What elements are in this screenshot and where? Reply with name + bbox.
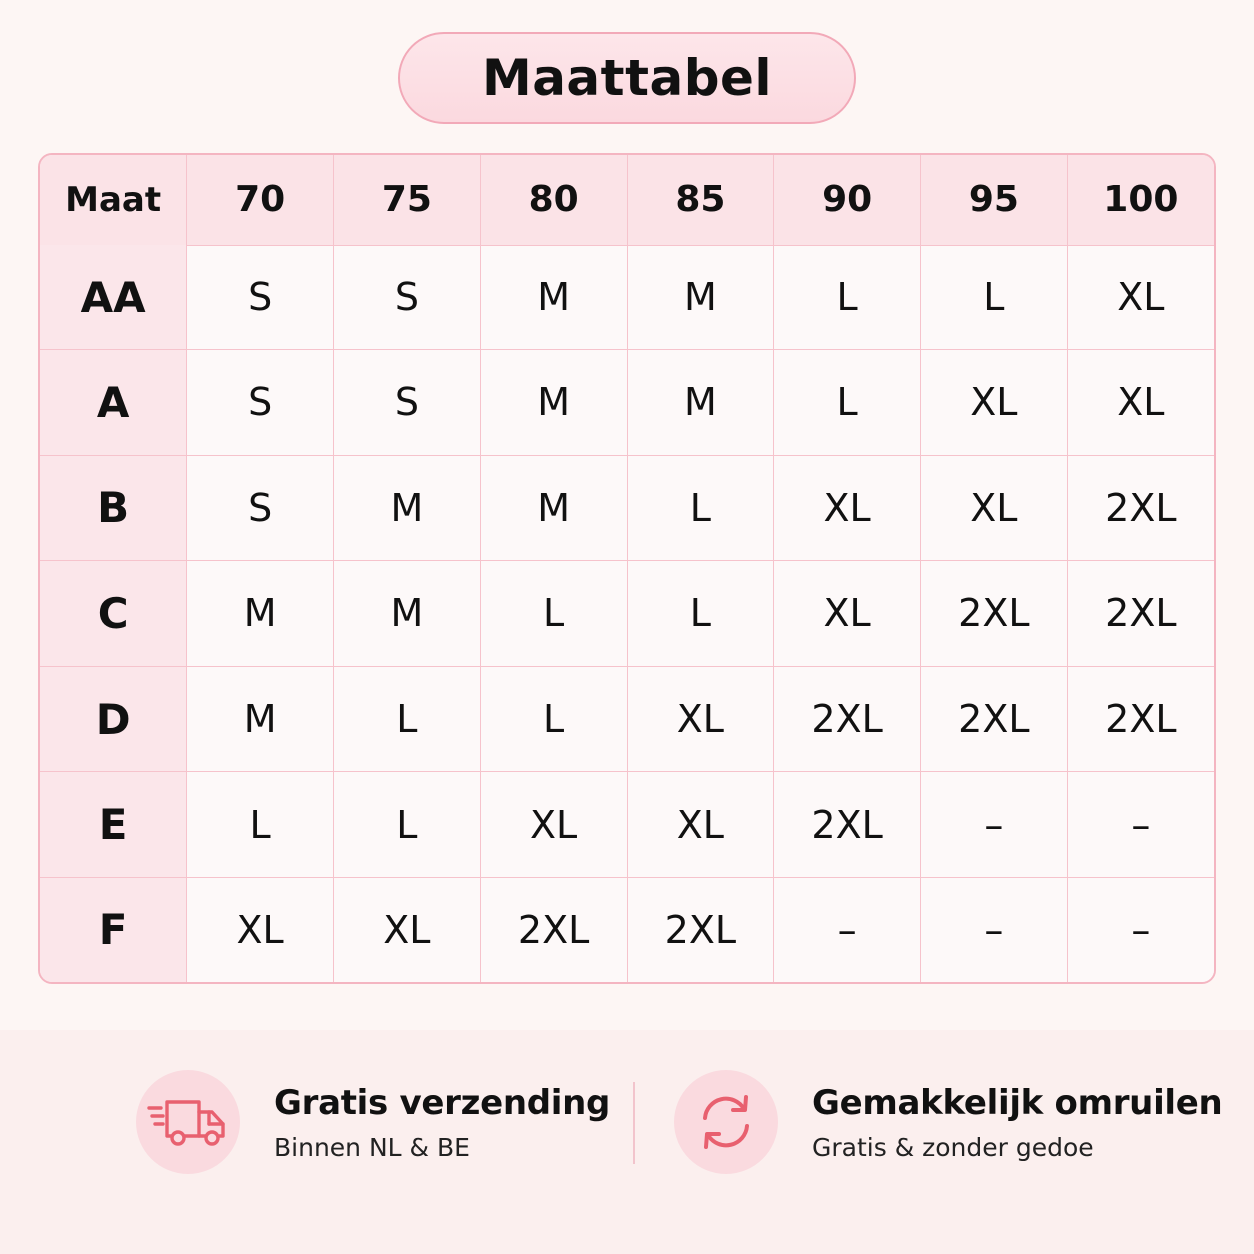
- size-cell: XL: [1067, 245, 1214, 350]
- table-row: [40, 772, 1214, 878]
- size-cell: –: [774, 877, 921, 982]
- size-cell: XL: [480, 772, 627, 878]
- table-row: [40, 877, 1214, 982]
- table-row: [40, 350, 1214, 456]
- size-cell: 2XL: [1067, 666, 1214, 772]
- size-cell: M: [334, 561, 481, 667]
- size-cell: L: [774, 245, 921, 350]
- refresh-icon: [695, 1091, 757, 1153]
- row-header: AA: [40, 245, 187, 350]
- row-header: F: [40, 877, 187, 982]
- size-cell: 2XL: [921, 666, 1068, 772]
- size-cell: L: [921, 245, 1068, 350]
- column-header: 95: [921, 155, 1068, 245]
- table-row: [40, 561, 1214, 667]
- size-cell: 2XL: [1067, 561, 1214, 667]
- size-cell: L: [627, 561, 774, 667]
- size-cell: XL: [774, 561, 921, 667]
- corner-header: Maat: [40, 155, 187, 245]
- size-cell: L: [480, 666, 627, 772]
- size-table: [38, 153, 1216, 984]
- icon-badge: [674, 1070, 778, 1174]
- row-header: E: [40, 772, 187, 878]
- size-cell: M: [480, 455, 627, 561]
- size-cell: L: [774, 350, 921, 456]
- size-cell: M: [187, 561, 334, 667]
- size-cell: XL: [921, 350, 1068, 456]
- size-cell: 2XL: [774, 772, 921, 878]
- size-cell: –: [1067, 877, 1214, 982]
- icon-badge: [136, 1070, 240, 1174]
- size-cell: 2XL: [921, 561, 1068, 667]
- table-row: [40, 455, 1214, 561]
- size-cell: –: [921, 772, 1068, 878]
- truck-icon: [147, 1094, 229, 1150]
- size-cell: L: [480, 561, 627, 667]
- size-cell: L: [187, 772, 334, 878]
- size-cell: M: [627, 245, 774, 350]
- size-cell: M: [334, 455, 481, 561]
- column-header: 70: [187, 155, 334, 245]
- size-cell: M: [627, 350, 774, 456]
- size-cell: XL: [334, 877, 481, 982]
- size-cell: –: [921, 877, 1068, 982]
- feature-easy-exchange: [674, 1070, 1222, 1174]
- column-header: 100: [1067, 155, 1214, 245]
- row-header: B: [40, 455, 187, 561]
- size-cell: 2XL: [480, 877, 627, 982]
- size-cell: S: [334, 245, 481, 350]
- table-header-row: [40, 155, 1214, 245]
- column-header: 90: [774, 155, 921, 245]
- feature-subtitle: Gratis & zonder gedoe: [812, 1132, 1094, 1162]
- size-cell: 2XL: [627, 877, 774, 982]
- table-row: [40, 666, 1214, 772]
- size-cell: 2XL: [1067, 455, 1214, 561]
- feature-title: Gratis verzending: [274, 1082, 611, 1123]
- size-cell: 2XL: [774, 666, 921, 772]
- size-cell: S: [187, 455, 334, 561]
- divider: [633, 1082, 635, 1164]
- feature-subtitle: Binnen NL & BE: [274, 1132, 470, 1162]
- column-header: 85: [627, 155, 774, 245]
- footer-benefits: [0, 1030, 1254, 1254]
- row-header: A: [40, 350, 187, 456]
- size-cell: L: [334, 772, 481, 878]
- size-cell: M: [480, 350, 627, 456]
- feature-title: Gemakkelijk omruilen: [812, 1082, 1223, 1123]
- row-header: C: [40, 561, 187, 667]
- size-cell: S: [334, 350, 481, 456]
- size-cell: XL: [627, 666, 774, 772]
- size-cell: S: [187, 245, 334, 350]
- size-cell: –: [1067, 772, 1214, 878]
- size-cell: S: [187, 350, 334, 456]
- column-header: 80: [480, 155, 627, 245]
- size-cell: L: [334, 666, 481, 772]
- column-header: 75: [334, 155, 481, 245]
- size-cell: XL: [187, 877, 334, 982]
- page-title: Maattabel: [398, 32, 856, 124]
- size-cell: XL: [921, 455, 1068, 561]
- size-cell: XL: [774, 455, 921, 561]
- size-cell: M: [480, 245, 627, 350]
- size-cell: XL: [1067, 350, 1214, 456]
- size-cell: L: [627, 455, 774, 561]
- feature-free-shipping: [136, 1070, 610, 1174]
- size-cell: M: [187, 666, 334, 772]
- table-row: [40, 245, 1214, 350]
- row-header: D: [40, 666, 187, 772]
- size-cell: XL: [627, 772, 774, 878]
